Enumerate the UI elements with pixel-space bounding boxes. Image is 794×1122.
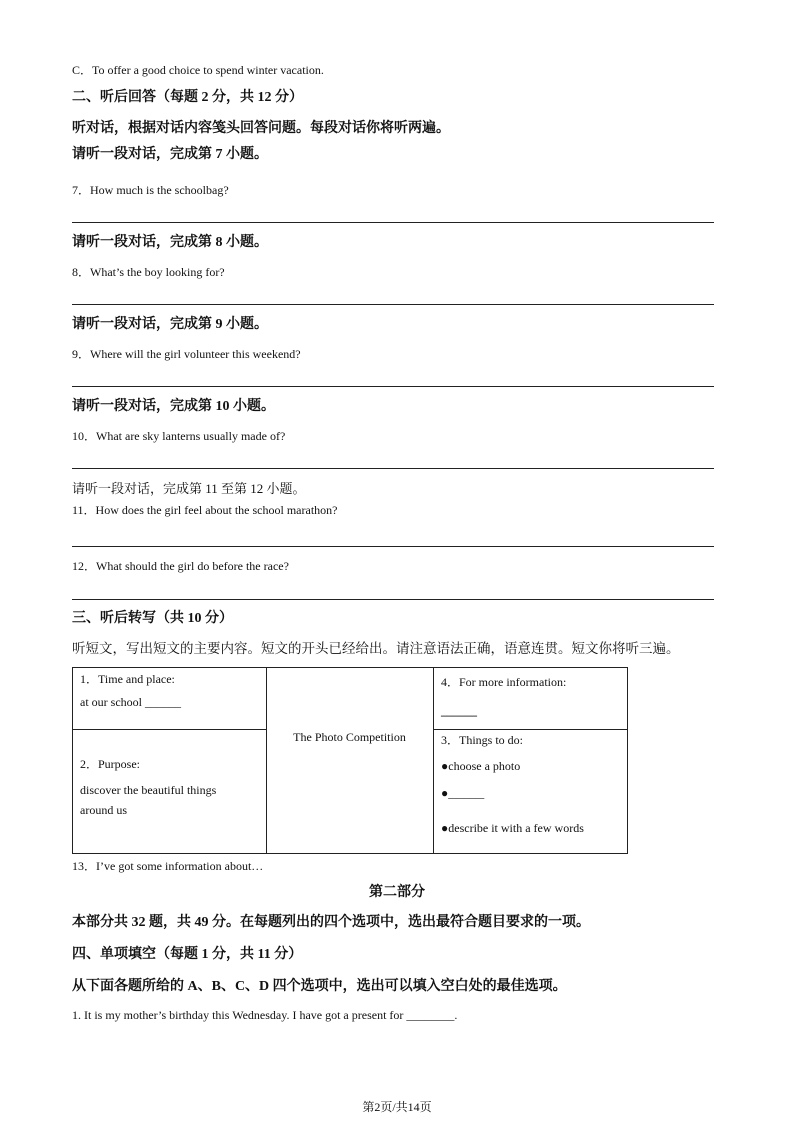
- purpose-value-2: around us: [80, 803, 127, 817]
- table-row-divider-right: [433, 729, 628, 730]
- table-divider-1: [266, 667, 267, 854]
- answer-line-7: [72, 222, 714, 223]
- more-info-label: 4．For more information:: [441, 675, 567, 689]
- question-10: 10．What are sky lanterns usually made of?: [72, 429, 286, 443]
- time-place-value: at our school ______: [80, 695, 181, 709]
- answer-line-9: [72, 386, 714, 387]
- section-4-title: 四、单项填空（每题 1 分，共 11 分）: [72, 947, 303, 962]
- answer-line-8: [72, 304, 714, 305]
- things-to-do-item-1: ●choose a photo: [441, 759, 521, 773]
- option-c: C．To offer a good choice to spend winter vacation.: [72, 63, 324, 77]
- question-7: 7．How much is the schoolbag?: [72, 183, 229, 197]
- question-12: 12．What should the girl do before the race?: [72, 559, 289, 573]
- prompt-8: 请听一段对话，完成第 8 小题。: [72, 235, 268, 250]
- prompt-11-12: 请听一段对话，完成第 11 至第 12 小题。: [72, 481, 306, 496]
- table-border-top: [72, 667, 628, 668]
- section-2-instructions: 听对话，根据对话内容笺头回答问题。每段对话你将听两遍。: [72, 121, 450, 136]
- question-13: 13．I’ve got some information about…: [72, 859, 264, 873]
- purpose-value-1: discover the beautiful things: [80, 783, 217, 797]
- answer-line-12: [72, 599, 714, 600]
- things-to-do-item-3: ●describe it with a few words: [441, 821, 584, 835]
- question-11: 11．How does the girl feel about the school marathon?: [72, 503, 338, 517]
- prompt-9: 请听一段对话，完成第 9 小题。: [72, 317, 268, 332]
- section-4-instructions: 从下面各题所给的 A、B、C、D 四个选项中，选出可以填入空白处的最佳选项。: [72, 979, 567, 994]
- table-border-left: [72, 667, 73, 854]
- table-row-divider-left: [72, 729, 267, 730]
- section-3-instructions: 听短文，写出短文的主要内容。短文的开头已经给出。请注意语法正确，语意连贯。短文你将听三遍。: [72, 641, 680, 656]
- section-3-title: 三、听后转写（共 10 分）: [72, 611, 233, 626]
- table-center-title: The Photo Competition: [293, 730, 406, 744]
- table-divider-2: [433, 667, 434, 854]
- things-to-do-label: 3．Things to do:: [441, 733, 524, 747]
- prompt-7: 请听一段对话，完成第 7 小题。: [72, 147, 268, 162]
- things-to-do-item-2: ●______: [441, 786, 485, 800]
- table-border-right: [627, 667, 628, 854]
- more-info-blank: ______: [441, 704, 477, 718]
- question-1: 1. It is my mother’s birthday this Wednesday. I have got a present for ________.: [72, 1008, 458, 1022]
- part-2-instructions: 本部分共 32 题，共 49 分。在每题列出的四个选项中，选出最符合题目要求的一项。: [72, 915, 590, 930]
- section-2-title: 二、听后回答（每题 2 分，共 12 分）: [72, 90, 303, 105]
- answer-line-11: [72, 546, 714, 547]
- question-8: 8．What’s the boy looking for?: [72, 265, 225, 279]
- prompt-10: 请听一段对话，完成第 10 小题。: [72, 399, 275, 414]
- page-number: 第2页/共14页: [362, 1100, 432, 1114]
- question-9: 9．Where will the girl volunteer this weekend?: [72, 347, 301, 361]
- answer-line-10: [72, 468, 714, 469]
- table-border-bottom: [72, 853, 628, 854]
- purpose-label: 2．Purpose:: [80, 757, 141, 771]
- part-2-title: 第二部分: [369, 885, 425, 900]
- time-place-label: 1．Time and place:: [80, 672, 175, 686]
